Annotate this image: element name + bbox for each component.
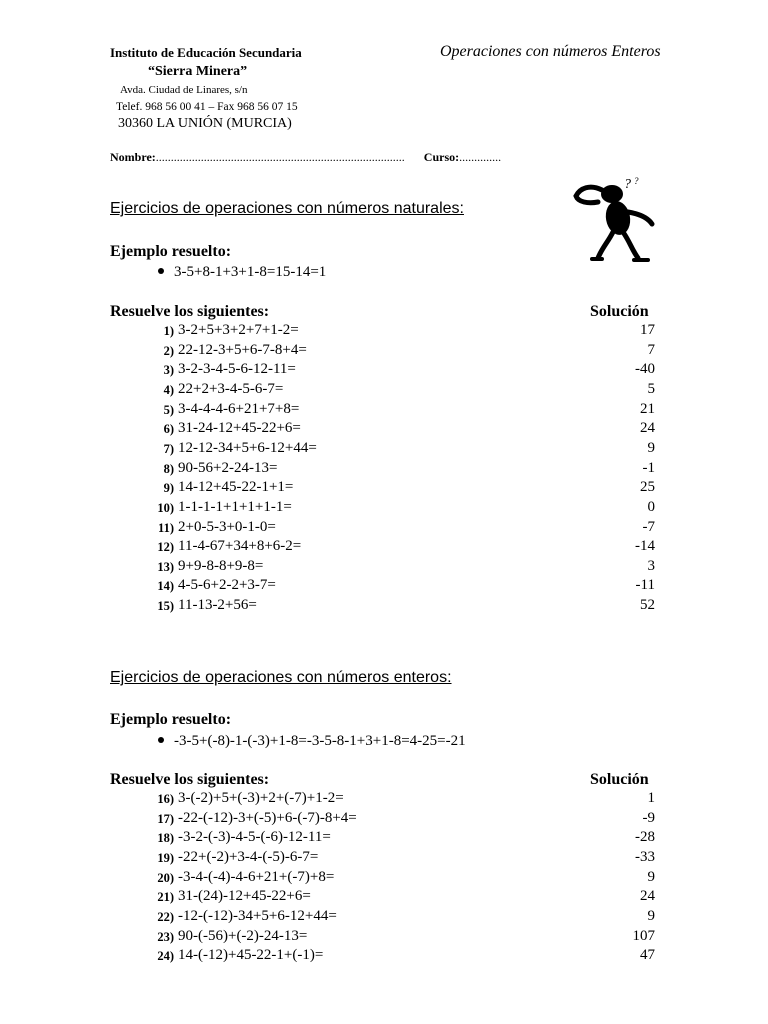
exercise-expression: 12-12-34+5+6-12+44= [178,439,317,456]
exercise-expression: -3-2-(-3)-4-5-(-6)-12-11= [178,829,331,846]
exercise-solution: -33 [635,848,655,865]
exercise-expression: 22+2+3-4-5-6-7= [178,380,284,397]
name-label: Nombre: [110,150,156,164]
exercise-row [0,499,768,519]
exercise-number: 1) [163,324,174,338]
exercise-number: 2) [163,343,174,358]
section2-solve-label: Resuelve los siguientes: [110,771,270,788]
exercise-solution: -1 [642,459,655,476]
section1-example: 3-5+8-1+3+1-8=15-14=1 [158,264,326,281]
exercise-row [0,420,768,440]
school-phone: Telef. 968 56 00 41 – Fax 968 56 07 15 [116,101,298,113]
exercise-number: 6) [163,422,174,437]
exercise-solution: 0 [647,498,655,515]
course-label: Curso: [423,150,460,164]
document-title: Operaciones con números Enteros [440,43,661,60]
exercise-number: 7) [163,441,174,456]
exercise-expression: 14-12+45-22-1+1= [178,479,294,496]
svg-text:?: ? [634,176,639,186]
exercise-expression: 3-2-3-4-5-6-12-11= [178,361,296,378]
exercise-number: 11) [158,520,174,535]
exercise-row [0,440,768,460]
thinking-figure-icon [568,172,660,264]
exercise-number: 22) [157,909,174,924]
exercise-solution: 21 [640,400,655,417]
exercise-row [0,460,768,480]
exercise-solution: -28 [635,829,655,846]
school-city: 30360 LA UNIÓN (MURCIA) [118,116,292,131]
exercise-expression: 1-1-1-1+1+1+1-1= [178,498,292,515]
exercise-number: 4) [163,382,174,397]
exercise-solution: 25 [640,479,655,496]
exercise-row [0,790,768,810]
exercise-number: 10) [157,500,174,515]
exercise-row [0,401,768,421]
exercise-solution: 5 [647,380,655,397]
exercise-row [0,829,768,849]
exercise-row [0,322,768,342]
section1-example-label: Ejemplo resuelto: [110,243,232,260]
exercise-solution: -9 [642,809,655,826]
exercise-expression: 3-2+5+3+2+7+1-2= [178,322,299,338]
exercise-number: 20) [157,870,174,885]
exercise-expression: 3-(-2)+5+(-3)+2+(-7)+1-2= [178,790,344,806]
exercise-number: 14) [157,579,174,594]
exercise-solution: 47 [640,947,655,964]
exercise-row [0,342,768,362]
exercise-number: 19) [157,850,174,865]
exercise-solution: 9 [647,907,655,924]
exercise-row [0,947,768,967]
exercise-expression: -3-4-(-4)-4-6+21+(-7)+8= [178,868,335,885]
exercise-expression: 3-4-4-4-6+21+7+8= [178,400,300,417]
exercise-row [0,908,768,928]
exercise-row [0,869,768,889]
exercise-expression: -22+(-2)+3-4-(-5)-6-7= [178,848,319,865]
exercise-number: 24) [157,949,174,964]
exercise-row [0,558,768,578]
exercise-solution: -7 [642,518,655,535]
exercise-solution: 1 [647,790,655,806]
exercise-expression: 31-(24)-12+45-22+6= [178,888,311,905]
exercise-solution: 17 [640,322,655,338]
exercise-solution: 24 [640,420,655,437]
exercise-solution: -14 [635,538,655,555]
exercise-number: 12) [157,540,174,555]
exercise-expression: 31-24-12+45-22+6= [178,420,301,437]
exercise-expression: 11-13-2+56= [178,597,257,614]
exercise-solution: 24 [640,888,655,905]
section2-example: -3-5+(-8)-1-(-3)+1-8=-3-5-8-1+3+1-8=4-25=-21 [158,733,466,750]
exercise-row [0,381,768,401]
exercise-expression: 90-56+2-24-13= [178,459,278,476]
exercise-number: 13) [157,559,174,574]
exercise-number: 16) [157,792,174,806]
institute-name: Instituto de Educación Secundaria [110,45,302,60]
exercise-number: 5) [163,402,174,417]
school-name: “Sierra Minera” [148,64,248,79]
section2-example-label: Ejemplo resuelto: [110,711,232,728]
exercise-solution: 7 [647,341,655,358]
exercise-solution: 9 [647,439,655,456]
section2-solution-header: Solución [590,771,649,788]
exercise-number: 18) [157,831,174,846]
course-blank: .............. [459,150,502,164]
exercise-solution: 9 [647,868,655,885]
exercise-row [0,888,768,908]
exercise-row [0,361,768,381]
exercise-expression: 14-(-12)+45-22-1+(-1)= [178,947,324,964]
exercise-row [0,479,768,499]
exercise-row [0,538,768,558]
exercise-solution: 52 [640,597,655,614]
name-blank: ................................................................................... [155,150,405,164]
exercise-number: 3) [163,363,174,378]
exercise-row [0,519,768,539]
exercise-number: 9) [163,481,174,496]
exercise-row [0,849,768,869]
exercise-solution: 3 [647,557,655,574]
svg-text:?: ? [624,177,631,192]
exercise-expression: 2+0-5-3+0-1-0= [178,518,276,535]
exercise-expression: 4-5-6+2-2+3-7= [178,577,276,594]
exercise-row [0,597,768,617]
exercise-number: 21) [157,890,174,905]
section2-title: Ejercicios de operaciones con números enteros: [110,669,452,686]
exercise-expression: 11-4-67+34+8+6-2= [178,538,302,555]
section1-title: Ejercicios de operaciones con números naturales: [110,200,464,217]
exercise-number: 15) [157,599,174,614]
section1-solution-header: Solución [590,303,649,320]
school-address: Avda. Ciudad de Linares, s/n [120,84,248,96]
section1-solve-label: Resuelve los siguientes: [110,303,270,320]
exercise-solution: -11 [635,577,655,594]
exercise-row [0,928,768,948]
student-info-line [110,150,501,165]
exercise-number: 17) [157,811,174,826]
exercise-row [0,577,768,597]
exercise-solution: -40 [635,361,655,378]
exercise-expression: -22-(-12)-3+(-5)+6-(-7)-8+4= [178,809,357,826]
exercise-expression: -12-(-12)-34+5+6-12+44= [178,907,337,924]
exercise-number: 8) [163,461,174,476]
exercise-expression: 90-(-56)+(-2)-24-13= [178,927,308,944]
bullet-icon [158,268,164,274]
exercise-number: 23) [157,929,174,944]
exercise-expression: 9+9-8-8+9-8= [178,557,264,574]
bullet-icon [158,737,164,743]
exercise-expression: 22-12-3+5+6-7-8+4= [178,341,307,358]
exercise-solution: 107 [632,927,655,944]
exercise-row [0,810,768,830]
